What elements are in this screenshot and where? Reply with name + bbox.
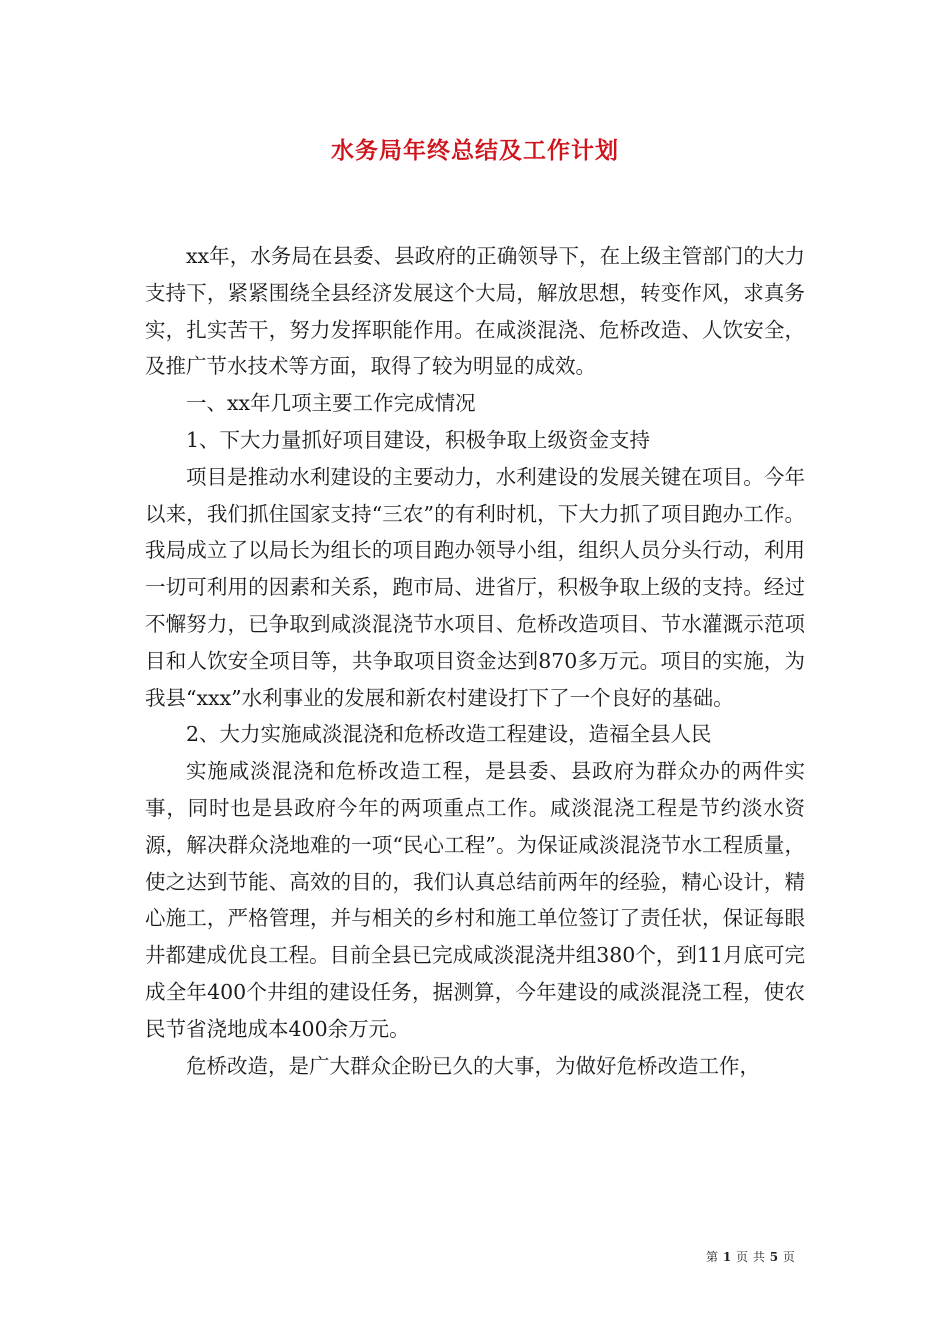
footer-middle: 页 共 (736, 1250, 766, 1264)
section-heading-1: 一、xx年几项主要工作完成情况 (186, 391, 476, 416)
subheading-2: 2、大力实施咸淡混浇和危桥改造工程建设，造福全县人民 (186, 722, 712, 747)
paragraph-bridges: 危桥改造，是广大群众企盼已久的大事，为做好危桥改造工作， (186, 1053, 760, 1078)
paragraph-irrigation: 实施咸淡混浇和危桥改造工程，是县委、县政府为群众办的两件实事，同时也是县政府今年的两项重点工作。咸淡混浇工程是节约淡水资源，解决群众浇地难的一项“民心工程”。为保证咸淡混浇节水工程质量，使之达到节能、高效的目的，我们认真总结前两年的经验，精心设计，精心施工，严格管理，并与相关的乡村和施工单位签订了责任状，保证每眼井都建成优良工程。目前全县已完成咸淡混浇井组380个，到11月底可完成全年400个井组的建设任务，据测算，今年建设的咸淡混浇工程，使农民节省浇地成本400余万元。 (145, 759, 805, 1041)
paragraph-intro: xx年，水务局在县委、县政府的正确领导下，在上级主管部门的大力支持下，紧紧围绕全县经济发展这个大局，解放思想，转变作风，求真务实，扎实苦干，努力发挥职能作用。在咸淡混浇、危桥改造、人饮安全，及推广节水技术等方面，取得了较为明显的成效。 (145, 244, 805, 379)
subheading-1: 1、下大力量抓好项目建设，积极争取上级资金支持 (186, 427, 651, 452)
page-footer (706, 1248, 795, 1265)
footer-current-page: 1 (722, 1250, 732, 1264)
footer-prefix: 第 (706, 1250, 719, 1264)
footer-suffix: 页 (782, 1250, 796, 1264)
paragraph-projects: 项目是推动水利建设的主要动力，水利建设的发展关键在项目。今年以来，我们抓住国家支持“三农”的有利时机，下大力抓了项目跑办工作。我局成立了以局长为组长的项目跑办领导小组，组织人员分头行动，利用一切可利用的因素和关系，跑市局、进省厅，积极争取上级的支持。经过不懈努力，已争取到咸淡混浇节水项目、危桥改造项目、节水灌溉示范项目和人饮安全项目等，共争取项目资金达到870多万元。项目的实施，为我县“xxx”水利事业的发展和新农村建设打下了一个良好的基础。 (145, 464, 805, 710)
page-title: 水务局年终总结及工作计划 (331, 137, 619, 164)
document-body (145, 238, 805, 1084)
footer-total-pages: 5 (769, 1250, 779, 1264)
